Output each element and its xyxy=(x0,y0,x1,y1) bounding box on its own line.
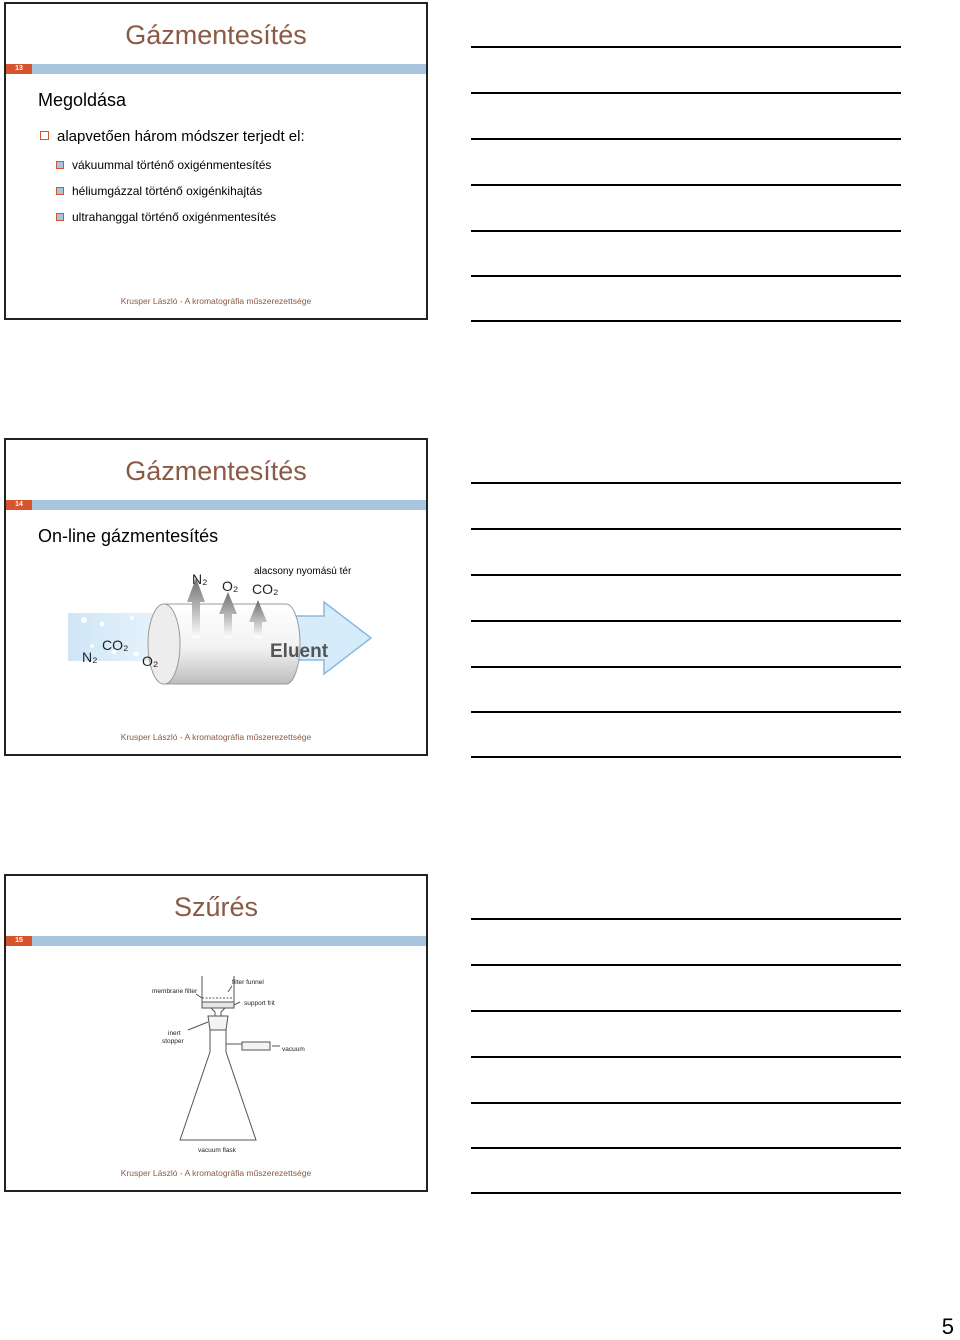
note-line xyxy=(471,756,901,758)
inlet-gas-label: O₂ xyxy=(142,653,159,669)
sub-bullet-text: vákuummal történő oxigénmentesítés xyxy=(72,158,272,172)
top-gas-label: O₂ xyxy=(222,578,239,594)
note-line xyxy=(471,92,901,94)
note-line xyxy=(471,1147,901,1149)
top-gas-label: CO₂ xyxy=(252,581,279,597)
note-line xyxy=(471,1010,901,1012)
bullet-text: alapvetően három módszer terjedt el: xyxy=(57,128,305,145)
sub-bullet-square-icon xyxy=(56,213,64,221)
top-gas-label: N₂ xyxy=(192,571,208,587)
vacuum-label: vacuum xyxy=(282,1046,305,1053)
note-line xyxy=(471,230,901,232)
slide-title: Szűrés xyxy=(173,892,259,922)
note-line xyxy=(471,482,901,484)
slide-number: 15 xyxy=(6,936,32,946)
filtration-apparatus-diagram xyxy=(6,972,428,1158)
vacuum-side-arm xyxy=(242,1042,270,1050)
note-line xyxy=(471,1102,901,1104)
slide-footer: Krusper László - A kromatográfia műszerezettsége xyxy=(120,296,312,306)
slide-heading: On-line gázmentesítés xyxy=(38,526,219,546)
note-line xyxy=(471,574,901,576)
bullet xyxy=(40,128,305,145)
slide-number-band xyxy=(6,936,426,946)
sub-bullet-square-icon xyxy=(56,187,64,195)
eluent-label: Eluent xyxy=(270,641,329,662)
note-line xyxy=(471,711,901,713)
note-line xyxy=(471,1192,901,1194)
slide-number-band xyxy=(6,64,426,74)
slide-heading: Megoldása xyxy=(38,90,127,110)
slide-footer: Krusper László - A kromatográfia műszerezettsége xyxy=(120,732,312,742)
sub-bullet xyxy=(56,158,271,172)
filter-funnel-label: filter funnel xyxy=(232,979,264,986)
note-line xyxy=(471,918,901,920)
sub-bullet-square-icon xyxy=(56,161,64,169)
inlet-gas-label: N₂ xyxy=(82,649,98,665)
low-pressure-label: alacsony nyomású tér xyxy=(254,566,352,577)
slide-15 xyxy=(4,874,428,1192)
slide-footer: Krusper László - A kromatográfia műszerezettsége xyxy=(120,1168,312,1178)
sub-bullet-text: héliumgázzal történő oxigénkihajtás xyxy=(72,184,263,198)
membrane-filter-label: membrane filter xyxy=(152,988,198,995)
note-line xyxy=(471,666,901,668)
slide-title: Gázmentesítés xyxy=(125,456,307,486)
slide-number-band xyxy=(6,500,426,510)
bullet-square-icon xyxy=(40,131,49,140)
note-line xyxy=(471,528,901,530)
inlet-gas-label: CO₂ xyxy=(102,637,129,653)
tube-end xyxy=(148,604,180,684)
support-frit-label: support frit xyxy=(244,1000,275,1007)
page-number: 5 xyxy=(941,1314,954,1339)
slide-14 xyxy=(4,438,428,756)
sub-bullet xyxy=(56,184,262,198)
note-line xyxy=(471,964,901,966)
slide-title: Gázmentesítés xyxy=(125,20,307,50)
note-line xyxy=(471,46,901,48)
slide-13 xyxy=(4,2,428,320)
sub-bullet-text: ultrahanggal történő oxigénmentesítés xyxy=(72,210,277,224)
note-line xyxy=(471,620,901,622)
degassing-diagram xyxy=(6,558,428,708)
slide-number: 13 xyxy=(6,64,32,74)
sub-bullet xyxy=(56,210,276,224)
slide-number: 14 xyxy=(6,500,32,510)
inert-stopper-label: inert stopper xyxy=(162,1030,184,1045)
note-line xyxy=(471,320,901,322)
vacuum-flask-label: vacuum flask xyxy=(198,1147,236,1154)
note-line xyxy=(471,138,901,140)
note-line xyxy=(471,184,901,186)
inert-stopper xyxy=(208,1016,228,1030)
note-line xyxy=(471,275,901,277)
note-line xyxy=(471,1056,901,1058)
support-frit xyxy=(202,1002,234,1008)
